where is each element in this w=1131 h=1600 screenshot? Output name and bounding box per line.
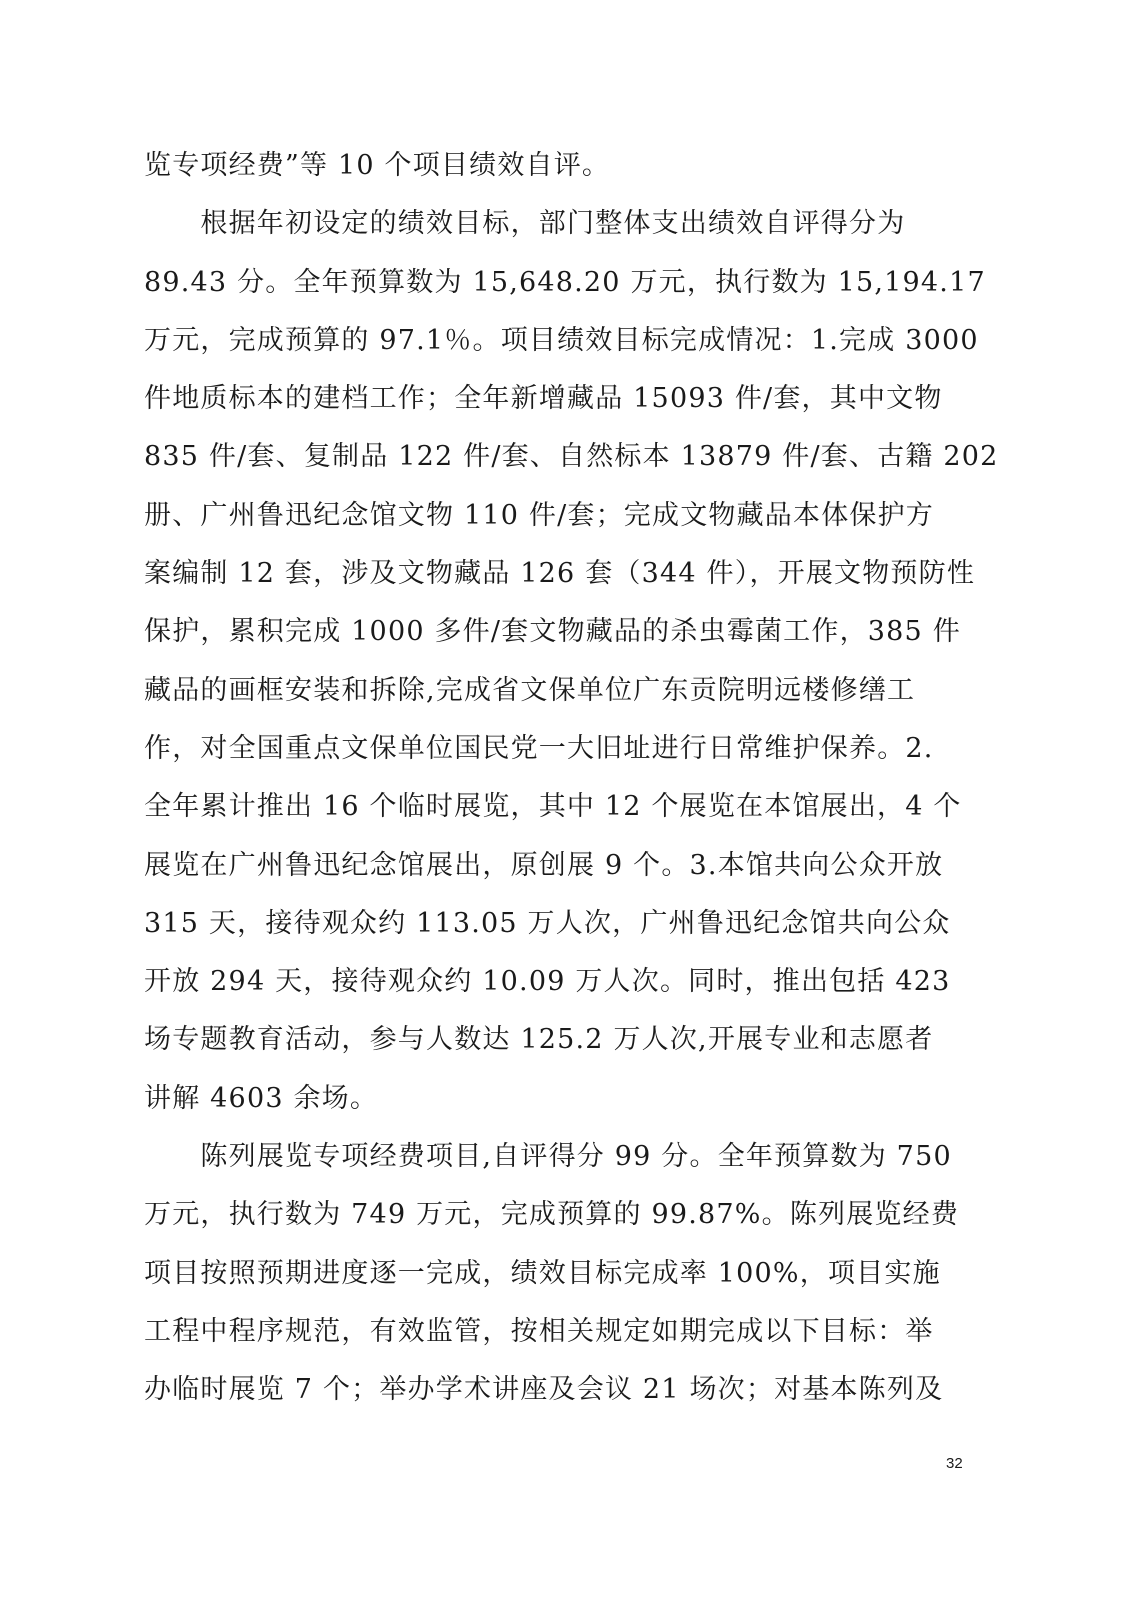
text-line: 讲解 4603 余场。 — [144, 1082, 379, 1114]
text-line: 件地质标本的建档工作；全年新增藏品 15093 件/套，其中文物 — [144, 383, 943, 415]
text-line: 办临时展览 7 个；举办学术讲座及会议 21 场次；对基本陈列及 — [144, 1374, 944, 1406]
text-line: 根据年初设定的绩效目标，部门整体支出绩效自评得分为 — [144, 208, 906, 240]
text-line: 工程中程序规范，有效监管，按相关规定如期完成以下目标：举 — [144, 1315, 934, 1347]
text-line: 陈列展览专项经费项目,自评得分 99 分。全年预算数为 750 — [144, 1141, 952, 1173]
page-number: 32 — [946, 1455, 963, 1472]
text-line: 展览在广州鲁迅纪念馆展出，原创展 9 个。3.本馆共向公众开放 — [144, 849, 944, 881]
text-line: 315 天，接待观众约 113.05 万人次，广州鲁迅纪念馆共向公众 — [144, 907, 951, 939]
text-line: 89.43 分。全年预算数为 15,648.20 万元，执行数为 15,194.17 — [144, 266, 986, 298]
text-line: 全年累计推出 16 个临时展览，其中 12 个展览在本馆展出，4 个 — [144, 791, 962, 823]
text-line: 作，对全国重点文保单位国民党一大旧址进行日常维护保养。2. — [144, 732, 934, 764]
text-line: 案编制 12 套，涉及文物藏品 126 套（344 件），开展文物预防性 — [144, 558, 976, 590]
text-line: 万元，完成预算的 97.1％。项目绩效目标完成情况：1.完成 3000 — [144, 324, 979, 356]
text-line: 藏品的画框安装和拆除,完成省文保单位广东贡院明远楼修缮工 — [144, 674, 916, 706]
text-line: 册、广州鲁迅纪念馆文物 110 件/套；完成文物藏品本体保护方 — [144, 499, 934, 531]
text-line: 场专题教育活动，参与人数达 125.2 万人次,开展专业和志愿者 — [144, 1024, 934, 1056]
text-line: 开放 294 天，接待观众约 10.09 万人次。同时，推出包括 423 — [144, 966, 951, 998]
text-line: 保护，累积完成 1000 多件/套文物藏品的杀虫霉菌工作，385 件 — [144, 616, 961, 648]
text-line: 览专项经费”等 10 个项目绩效自评。 — [144, 150, 611, 181]
text-line: 项目按照预期进度逐一完成，绩效目标完成率 100%，项目实施 — [144, 1257, 941, 1289]
body-text — [144, 137, 999, 1420]
text-line: 万元，执行数为 749 万元，完成预算的 99.87%。陈列展览经费 — [144, 1199, 960, 1231]
text-line: 835 件/套、复制品 122 件/套、自然标本 13879 件/套、古籍 202 — [144, 441, 999, 473]
